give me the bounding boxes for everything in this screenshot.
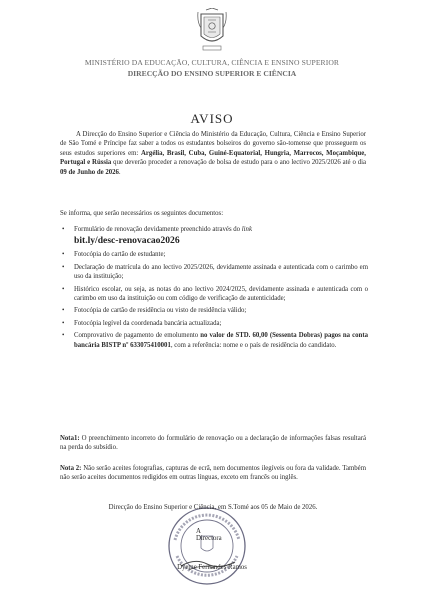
note-2 — [60, 464, 366, 483]
list-item — [62, 285, 368, 304]
bullet-icon: • — [62, 263, 65, 271]
intro-text-2: que deverão proceder a renovação de bolsa de estudo para o ano lectivo 2025/2026 até o dia — [111, 159, 367, 167]
doc-item-enrolment: Declaração de matrícula do ano lectivo 2025/2026, devidamente assinada e autenticada com o carimbo em uso da instituição; — [74, 263, 368, 281]
bullet-icon: • — [62, 226, 65, 233]
doc-item-transcript: Histórico escolar, ou seja, as notas do ano lectivo 2024/2025, devidamente assinada e autenticada com o carimbo em uso da instituição ou com código de verificação de autenticidade; — [74, 285, 368, 303]
bullet-icon: • — [62, 332, 65, 340]
doc-item-bank: Fotocópia legível da coordenada bancária actualizada; — [74, 319, 222, 327]
page-title: AVISO — [190, 111, 234, 126]
list-item — [62, 225, 368, 248]
signatory-name: Dyeme Fernandes Ramos — [177, 564, 247, 571]
doc-item-payment-ref: , com a referência: nome e o país de residência do candidato. — [170, 341, 337, 349]
bullet-icon: • — [62, 251, 65, 259]
list-item — [62, 331, 368, 350]
intro-paragraph — [60, 130, 366, 177]
bullet-icon: • — [62, 285, 65, 293]
signatory-title: A Directora — [196, 528, 222, 542]
doc-item-form: Formulário de renovação devidamente preenchido através do — [74, 226, 242, 233]
official-seal-stamp — [165, 504, 249, 588]
doc-item-payment: Comprovativo de pagamento de emolumento — [74, 332, 201, 340]
intro-text: A Direcção do Ensino Superior e Ciência do Ministério da Educação, Cultura, Ciência e Ensino Superior de São Tomé e Príncipe faz saber a todos os estudantes bolseiros do governo são-tomense que prosseguem os seus estudos superiores em: — [60, 131, 366, 157]
list-item — [62, 263, 368, 282]
note-1-text: O preenchimento incorreto do formulário de renovação ou a declaração de informações falsas resultará na perda do subsídio. — [60, 435, 366, 452]
list-item — [62, 319, 368, 328]
list-item — [62, 306, 368, 315]
documents-list — [62, 225, 368, 350]
note-1 — [60, 434, 366, 453]
intro-end: . — [118, 168, 121, 176]
intro-countries: Argélia, Brasil, Cuba, Guiné-Equatorial, Hungria, Marrocos, Moçambique, Portugal e Rússia — [60, 149, 367, 167]
doc-item-residence: Fotocópia de cartão de residência ou visto de residência válido; — [74, 307, 247, 315]
note-2-text: Não serão aceites fotografias, capturas de ecrã, nem documentos ilegíveis ou fora da validade. Também não serão aceites documentos redigidos em outras línguas, exceto em francês ou inglês. — [60, 465, 366, 482]
coat-of-arms-emblem — [197, 8, 227, 52]
link-word: link — [241, 226, 252, 233]
intro-deadline: 09 de Junho de 2026 — [60, 168, 119, 176]
doc-item-payment-amount: no valor de STD. 60,00 (Sessenta Dobras) pagos na conta bancária BISTP nº 633075410001 — [74, 332, 368, 349]
note-1-label: Nota1: — [60, 435, 80, 442]
closing-dateline: Direcção do Ensino Superior e Ciência, em S.Tomé aos 05 de Maio de 2026. — [108, 504, 318, 511]
doc-item-student-card: Fotocópia do cartão de estudante; — [74, 251, 166, 259]
note-2-label: Nota 2: — [60, 465, 82, 472]
list-item — [62, 250, 368, 259]
bullet-icon: • — [62, 319, 65, 327]
documents-intro: Se informa, que serão necessários os seguintes documentos: — [60, 210, 224, 217]
bullet-icon: • — [62, 307, 65, 315]
renewal-form-link[interactable]: bit.ly/desc-renovacao2026 — [74, 235, 180, 247]
directorate-name: DIRECÇÃO DO ENSINO SUPERIOR E CIÊNCIA — [127, 69, 297, 78]
ministry-name: MINISTÉRIO DA EDUCAÇÃO, CULTURA, CIÊNCIA E ENSINO SUPERIOR — [84, 58, 340, 67]
